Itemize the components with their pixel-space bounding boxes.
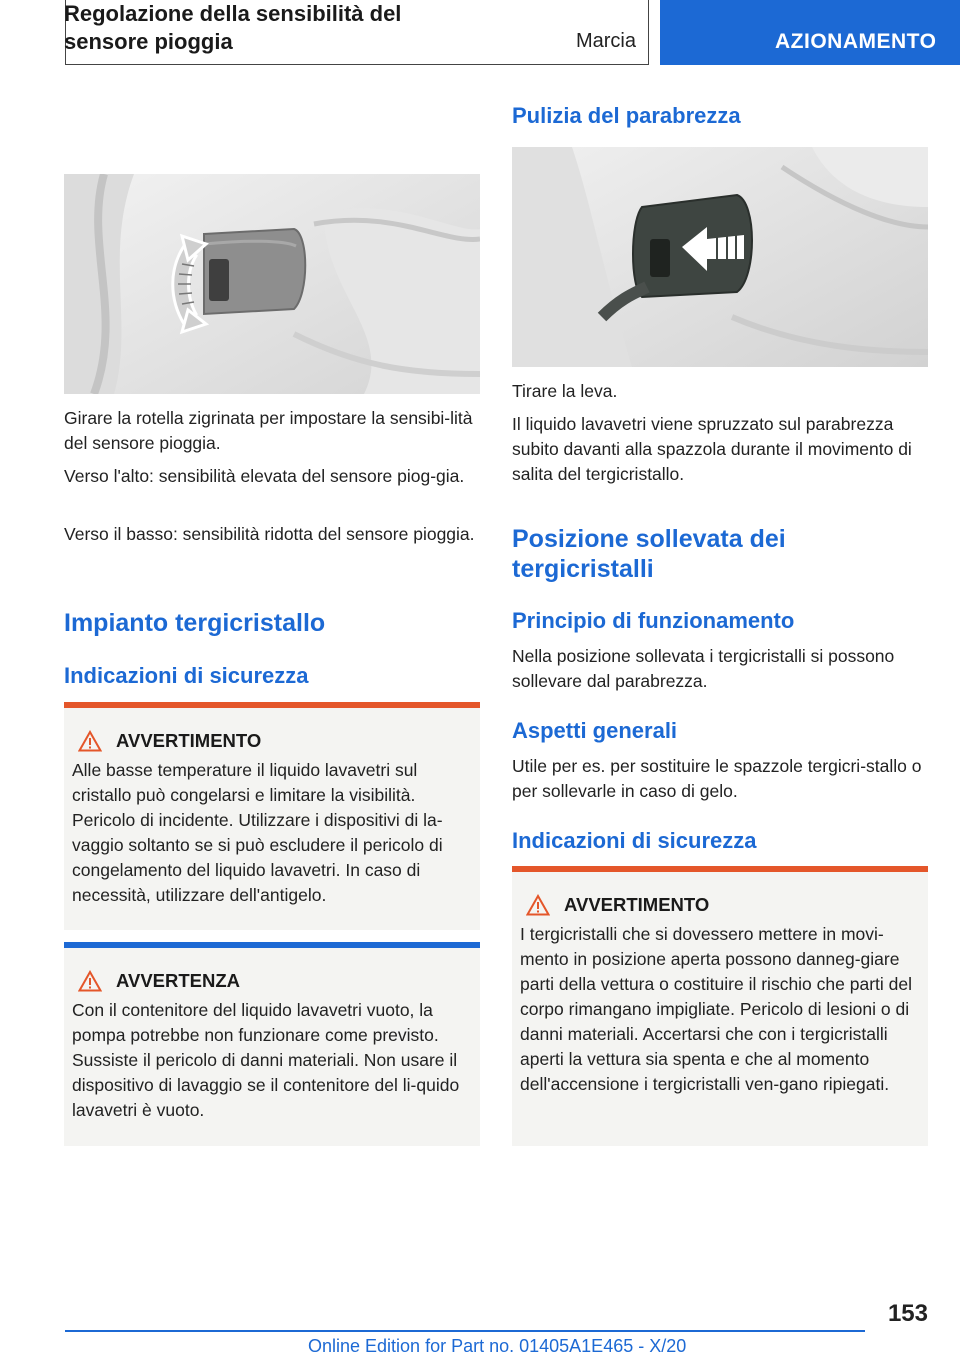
figure-knurled-wheel <box>64 174 480 394</box>
notice-title: AVVERTENZA <box>116 970 241 991</box>
paragraph-useful-for: Utile per es. per sostituire le spazzole tergicri-stallo o per sollevarle in caso di gelo. <box>512 756 922 801</box>
header-section-title: Marcia <box>575 30 636 52</box>
pull-lever-illustration <box>512 147 928 367</box>
caution-triangle-icon <box>78 970 102 992</box>
warning-text: I tergicristalli che si dovessero mettere in movi-mento in posizione aperta possono danneg-giare parti della vettura o costituire il rischio che parti del corpo rimangano impigliate. Pericolo di lesioni o di danni materiali. Accertarsi che con i tergicristalli aperti la vettura sia spenta e che al momento dell'accensione i tergicristalli ven-gano ripiegati. <box>520 924 912 1094</box>
heading-raised-position: Posizione sollevata dei tergicristalli <box>512 525 786 583</box>
heading-operating-principle: Principio di funzionamento <box>512 608 795 633</box>
warning-box-wipers <box>512 866 928 1146</box>
heading-general-aspects: Aspetti generali <box>512 718 678 743</box>
footer-rule <box>65 1330 865 1332</box>
left-column <box>64 0 480 1120</box>
warning-triangle-icon <box>526 894 550 916</box>
heading-safety-notes-right: Indicazioni di sicurezza <box>512 828 757 853</box>
heading-safety-notes-left: Indicazioni di sicurezza <box>64 663 309 688</box>
paragraph-turn-wheel: Girare la rotella zigrinata per impostare la sensibi-lità del sensore pioggia. <box>64 408 473 453</box>
heading-rain-sensor-sensitivity: Regolazione della sensibilità del sensore pioggia <box>64 1 402 54</box>
paragraph-fluid-sprayed: Il liquido lavavetri viene spruzzato sul parabrezza subito davanti alla spazzola durante il movimento di salita del tergicristallo. <box>512 414 912 484</box>
warning-title: AVVERTIMENTO <box>564 894 710 915</box>
heading-wiper-system: Impianto tergicristallo <box>64 609 326 637</box>
paragraph-raised-position: Nella posizione sollevata i tergicristalli si possono sollevare dal parabrezza. <box>512 646 895 691</box>
warning-text: Alle basse temperature il liquido lavavetri sul cristallo può congelarsi e limitare la visibilità. Pericolo di incidente. Utilizzare i dispositivi di la-vaggio soltanto se si può escludere il pericolo di congelamento del liquido lavavetri. In caso di necessità, utilizzare dell'antigelo. <box>72 760 443 905</box>
warning-box-antifreeze <box>64 702 480 930</box>
header-chapter-tab: AZIONAMENTO <box>660 0 960 65</box>
footer-edition: Online Edition for Part no. 01405A1E465 - X/20 <box>308 1336 687 1356</box>
paragraph-pull-lever: Tirare la leva. <box>512 381 618 401</box>
figure-pull-lever <box>512 147 928 367</box>
notice-text: Con il contenitore del liquido lavavetri vuoto, la pompa potrebbe non funzionare come previsto. Sussiste il pericolo di danni materiali. Non usare il dispositivo di lavaggio se il contenitore del li-quido lavavetri è vuoto. <box>72 1000 460 1120</box>
notice-box-empty-reservoir <box>64 942 480 1146</box>
knurled-wheel-illustration <box>64 174 480 394</box>
paragraph-upward: Verso l'alto: sensibilità elevata del sensore piog-gia. <box>64 466 465 486</box>
paragraph-downward: Verso il basso: sensibilità ridotta del sensore pioggia. <box>64 524 475 544</box>
warning-triangle-icon <box>78 730 102 752</box>
page-number: 153 <box>887 1300 928 1327</box>
warning-title: AVVERTIMENTO <box>116 730 262 751</box>
heading-windshield-cleaning: Pulizia del parabrezza <box>512 103 741 128</box>
